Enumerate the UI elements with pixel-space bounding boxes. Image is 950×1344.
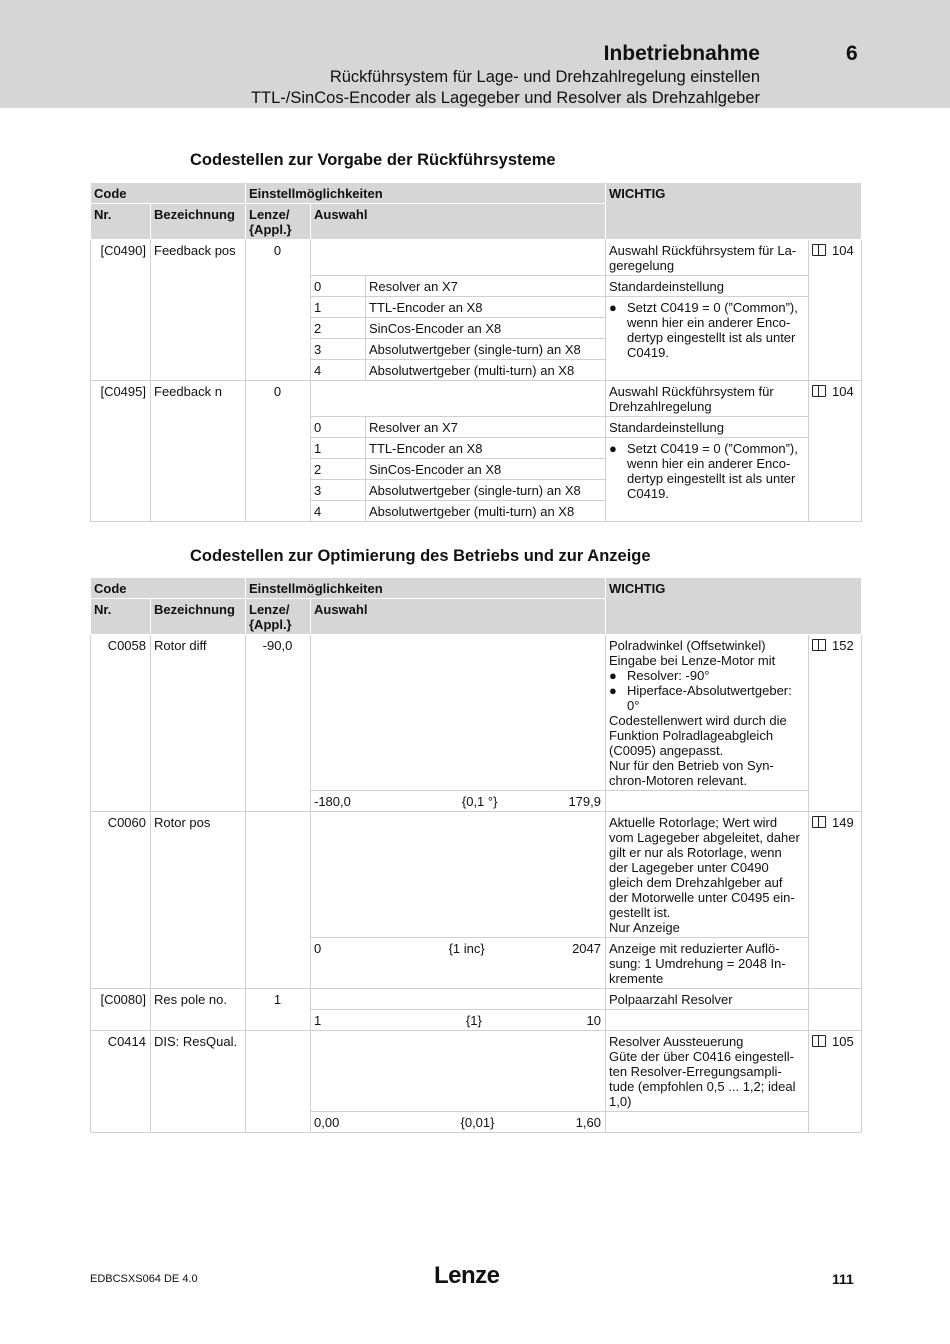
description: Auswahl Rückführsystem für Drehzahlregelung — [606, 381, 809, 417]
book-icon — [812, 639, 826, 651]
table-row — [91, 240, 862, 276]
th-lenze: Lenze/ {Appl.} — [246, 204, 311, 240]
option-label: SinCos-Encoder an X8 — [366, 318, 606, 339]
section-title-2: Codestellen zur Optimierung des Betriebs und zur Anzeige — [190, 547, 651, 565]
table-row — [91, 635, 862, 791]
book-icon — [812, 816, 826, 828]
th-settings: Einstellmöglichkeiten — [246, 183, 606, 204]
table-row: 0 Resolver an X7 Standardeinstellung — [91, 276, 862, 297]
code-designation: Rotor diff — [151, 635, 246, 812]
th-important: WICHTIG — [606, 578, 862, 635]
th-code: Code — [91, 578, 246, 599]
th-settings: Einstellmöglichkeiten — [246, 578, 606, 599]
bullet-icon: ● — [609, 441, 617, 456]
code-designation: DIS: ResQual. — [151, 1031, 246, 1133]
table-row: 2 SinCos-Encoder an X8 — [91, 459, 862, 480]
table-row: 3 Absolutwertgeber (single-turn) an X8 — [91, 480, 862, 501]
section-title-1: Codestellen zur Vorgabe der Rückführsysteme — [190, 151, 556, 169]
th-designation: Bezeichnung — [151, 599, 246, 635]
option-label: TTL-Encoder an X8 — [366, 297, 606, 318]
code-designation: Rotor pos — [151, 812, 246, 989]
table-header-row — [91, 183, 862, 204]
code-table-optimization — [90, 577, 862, 1133]
table-header-row — [91, 578, 862, 599]
th-lenze: Lenze/ {Appl.} — [246, 599, 311, 635]
page-reference: 104 — [809, 381, 862, 522]
code-number: C0414 — [91, 1031, 151, 1133]
option-label: Resolver an X7 — [366, 417, 606, 438]
chapter-number: 6 — [846, 42, 858, 65]
table-row: 0 Resolver an X7 Standardeinstellung — [91, 417, 862, 438]
page-header — [0, 0, 950, 108]
lenze-default: 0 — [246, 381, 311, 522]
bullet-icon: ● — [609, 668, 617, 683]
page-reference: 105 — [809, 1031, 862, 1133]
book-icon — [812, 244, 826, 256]
value-range: 0 {1 inc} 2047 — [311, 938, 606, 989]
value-range: 0,00 {0,01} 1,60 — [311, 1112, 606, 1133]
description: Polradwinkel (Offsetwinkel) Eingabe bei Lenze-Motor mit ● Resolver: -90° ● Hiperface-Absolutwertgeber: 0° Codestellenwert wird durch die Funktion Polradlageabgleich (C0095) angepasst. Nur für den Betrieb von Syn-chron-Motoren relevant. — [606, 635, 809, 791]
page-number: 111 — [832, 1271, 854, 1287]
page-reference: 149 — [809, 812, 862, 989]
code-number: C0060 — [91, 812, 151, 989]
code-designation: Feedback pos — [151, 240, 246, 381]
description: Resolver Aussteuerung Güte der über C0416 eingestell-ten Resolver-Erregungsampli-tude (empfohlen 0,5 ... 1,2; ideal 1,0) — [606, 1031, 809, 1112]
table-row — [91, 381, 862, 417]
table-row: 3 Absolutwertgeber (single-turn) an X8 — [91, 339, 862, 360]
th-designation: Bezeichnung — [151, 204, 246, 240]
table-row — [91, 1031, 862, 1112]
option-label: Resolver an X7 — [366, 276, 606, 297]
note: ● Setzt C0419 = 0 (”Common”), wenn hier ein anderer Enco-dertyp eingestellt ist als unter C0419. — [606, 297, 809, 381]
code-designation: Res pole no. — [151, 989, 246, 1031]
lenze-default: 1 — [246, 989, 311, 1031]
table-row: 2 SinCos-Encoder an X8 — [91, 318, 862, 339]
table-row: 1 TTL-Encoder an X8 ● Setzt C0419 = 0 (”Common”), wenn hier ein anderer Enco-dertyp eingestellt ist als unter C0419. — [91, 438, 862, 459]
lenze-default: -90,0 — [246, 635, 311, 812]
code-number: [C0080] — [91, 989, 151, 1031]
code-number: C0058 — [91, 635, 151, 812]
option-label: Absolutwertgeber (single-turn) an X8 — [366, 339, 606, 360]
book-icon — [812, 385, 826, 397]
code-number: [C0490] — [91, 240, 151, 381]
th-nr: Nr. — [91, 204, 151, 240]
option-label: Absolutwertgeber (multi-turn) an X8 — [366, 360, 606, 381]
value-range: -180,0 {0,1 °} 179,9 — [311, 791, 606, 812]
table-row — [91, 989, 862, 1010]
th-nr: Nr. — [91, 599, 151, 635]
table-row: 4 Absolutwertgeber (multi-turn) an X8 — [91, 501, 862, 522]
description: Auswahl Rückführsystem für La-geregelung — [606, 240, 809, 276]
value-range: 1 {1} 10 — [311, 1010, 606, 1031]
code-designation: Feedback n — [151, 381, 246, 522]
table-row: 1 TTL-Encoder an X8 ● Setzt C0419 = 0 (”Common”), wenn hier ein anderer Enco-dertyp eingestellt ist als unter C0419. — [91, 297, 862, 318]
th-selection: Auswahl — [311, 599, 606, 635]
description: Polpaarzahl Resolver — [606, 989, 809, 1010]
page-reference: 152 — [809, 635, 862, 812]
bullet-icon: ● — [609, 300, 617, 315]
header-subtitle-2: TTL-/SinCos-Encoder als Lagegeber und Resolver als Drehzahlgeber — [250, 89, 760, 107]
range-description: Anzeige mit reduzierter Auflö-sung: 1 Umdrehung = 2048 In-kremente — [606, 938, 809, 989]
standard-setting: Standardeinstellung — [606, 417, 809, 438]
table-row: 4 Absolutwertgeber (multi-turn) an X8 — [91, 360, 862, 381]
header-subtitle-1: Rückführsystem für Lage- und Drehzahlregelung einstellen — [329, 68, 760, 86]
th-important: WICHTIG — [606, 183, 862, 240]
chapter-title: Inbetriebnahme — [603, 42, 760, 65]
book-icon — [812, 1035, 826, 1047]
option-label: Absolutwertgeber (multi-turn) an X8 — [366, 501, 606, 522]
bullet-icon: ● — [609, 683, 617, 698]
table-row — [91, 812, 862, 938]
th-code: Code — [91, 183, 246, 204]
code-number: [C0495] — [91, 381, 151, 522]
option-label: Absolutwertgeber (single-turn) an X8 — [366, 480, 606, 501]
th-selection: Auswahl — [311, 204, 606, 240]
page-reference: 104 — [809, 240, 862, 381]
document-code: EDBCSXS064 DE 4.0 — [90, 1273, 198, 1285]
lenze-logo: Lenze — [434, 1262, 500, 1289]
option-label: TTL-Encoder an X8 — [366, 438, 606, 459]
description: Aktuelle Rotorlage; Wert wird vom Lagegeber abgeleitet, daher gilt er nur als Rotorlage, wenn der Lagegeber unter C0490 gleich dem Drehzahlgeber auf der Motorwelle unter C0495 ein-gestellt ist. Nur Anzeige — [606, 812, 809, 938]
standard-setting: Standardeinstellung — [606, 276, 809, 297]
lenze-default: 0 — [246, 240, 311, 381]
note: ● Setzt C0419 = 0 (”Common”), wenn hier ein anderer Enco-dertyp eingestellt ist als unter C0419. — [606, 438, 809, 522]
code-table-feedback — [90, 182, 862, 522]
option-label: SinCos-Encoder an X8 — [366, 459, 606, 480]
